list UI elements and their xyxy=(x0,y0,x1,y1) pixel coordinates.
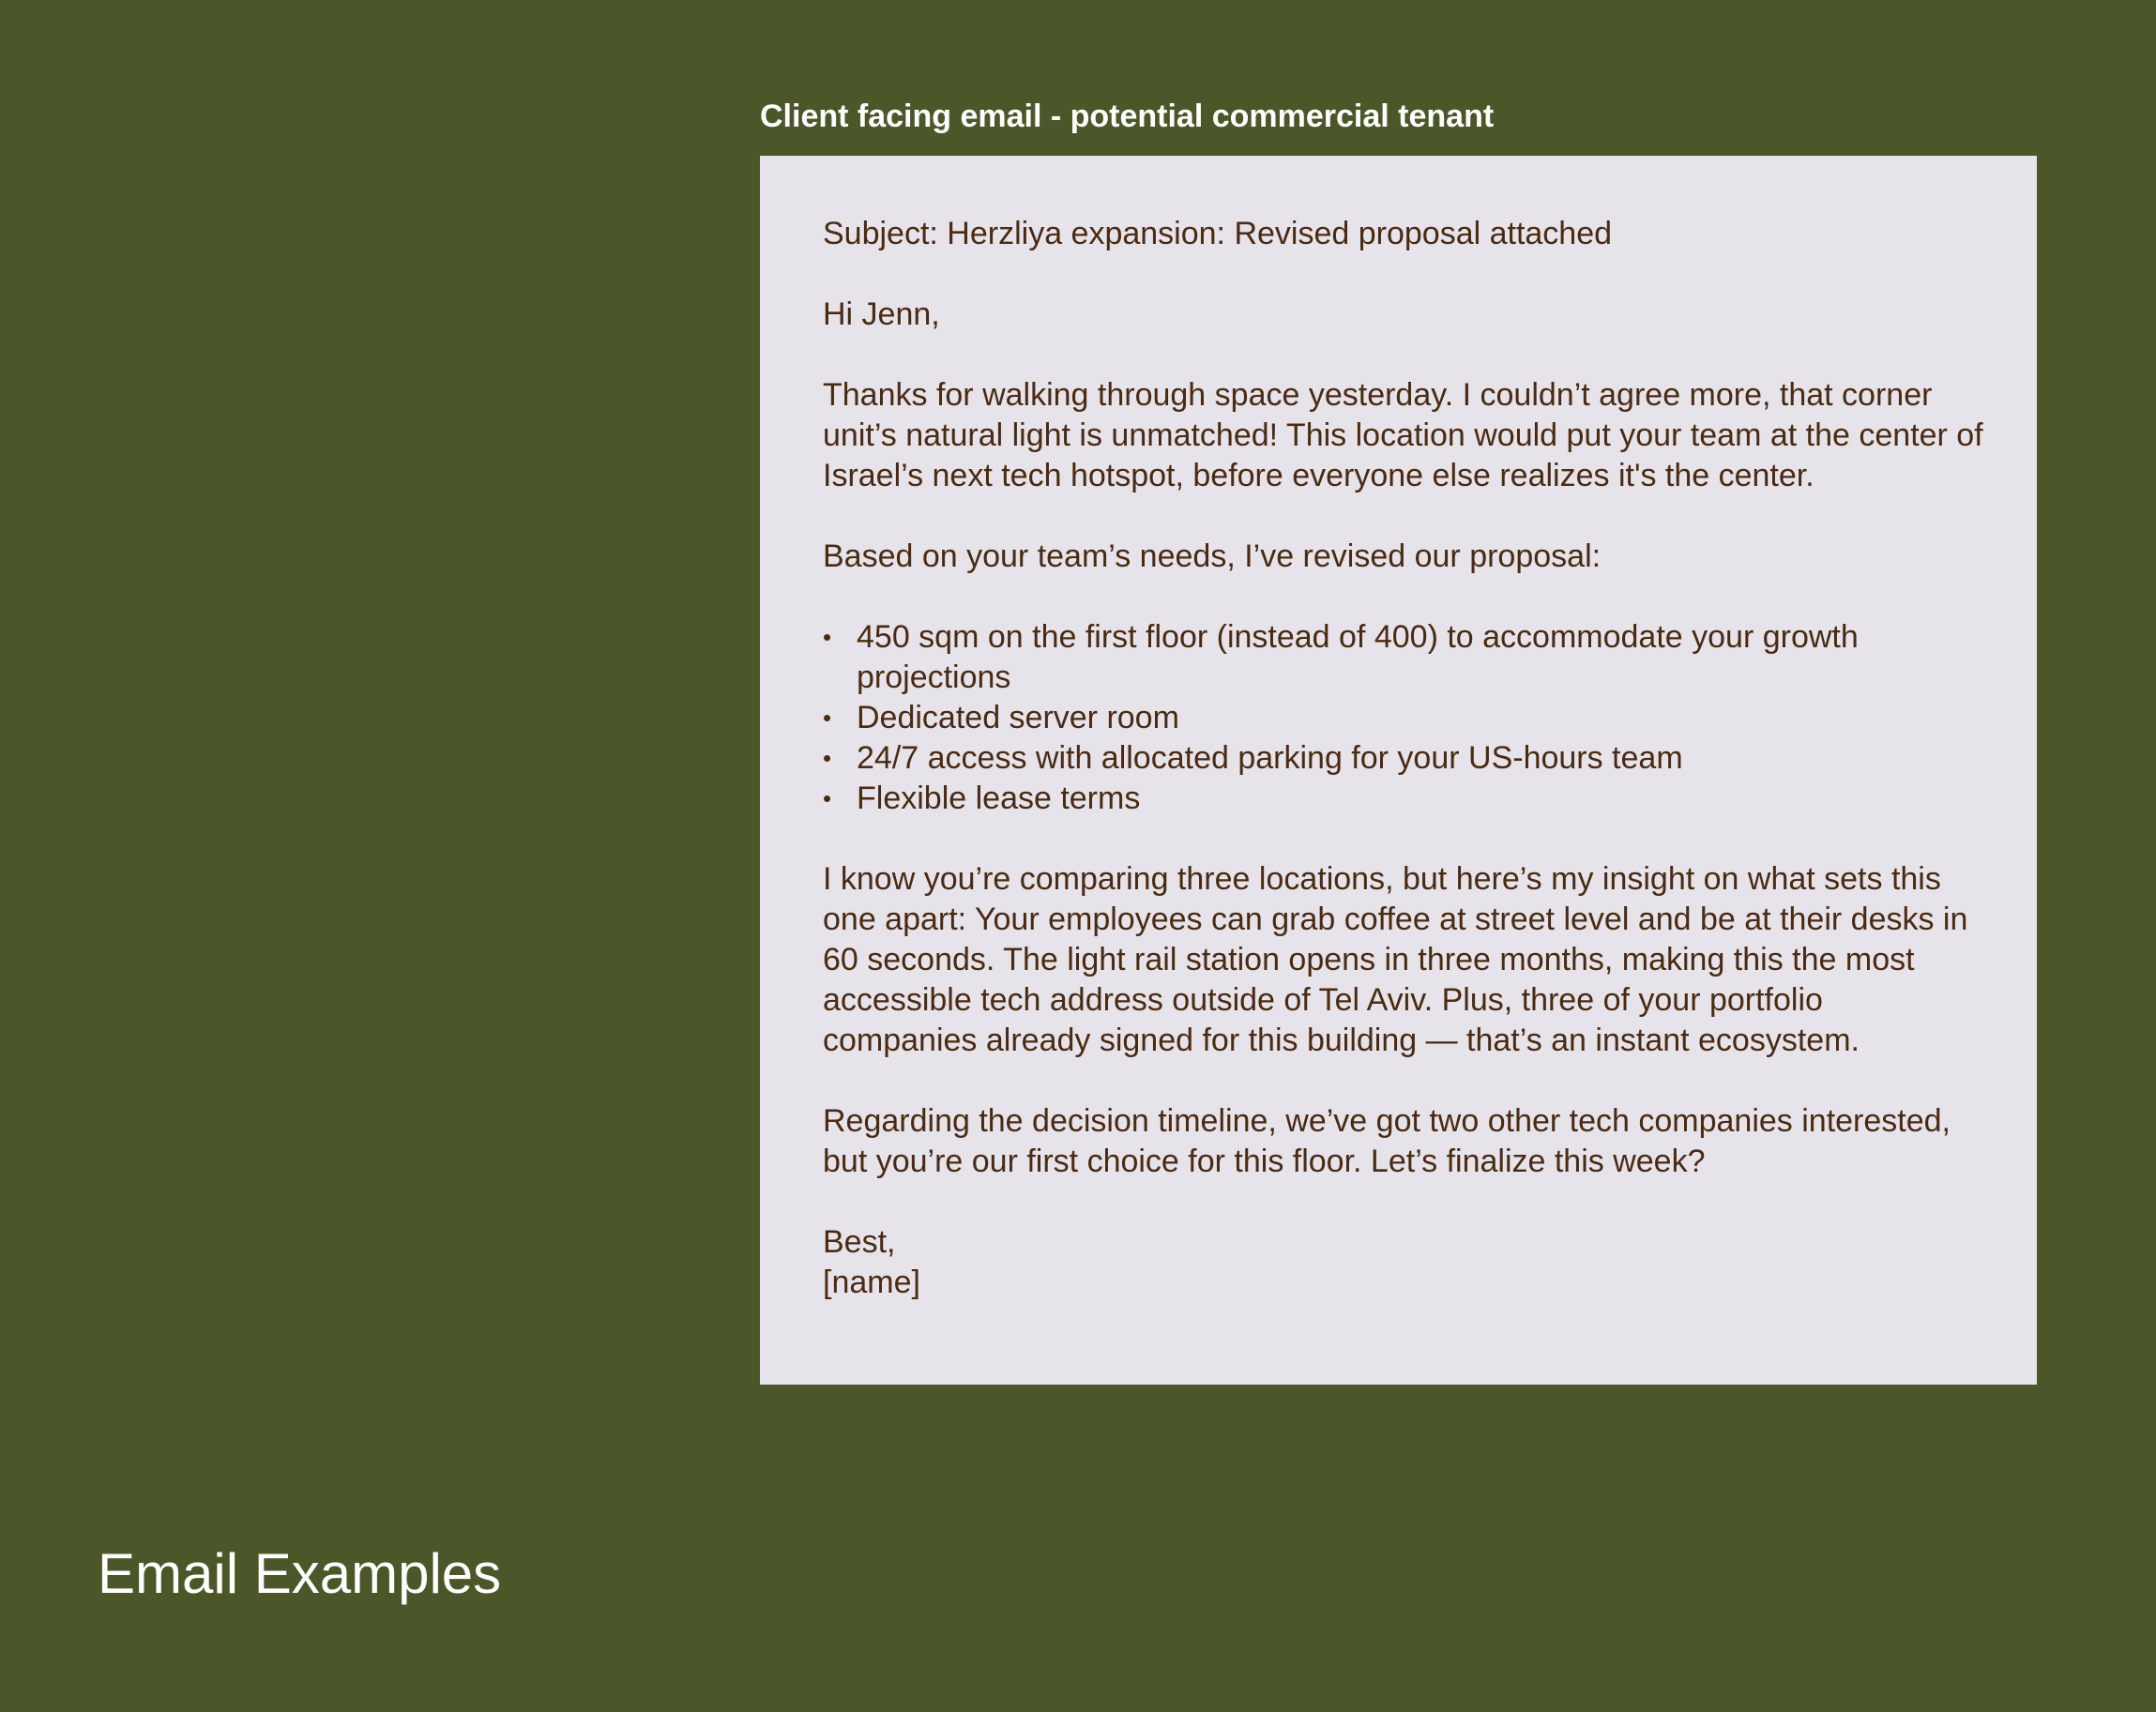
list-item xyxy=(823,738,1984,779)
list-item xyxy=(823,779,1984,819)
bullet-icon: • xyxy=(823,784,832,812)
bullet-icon: • xyxy=(823,704,832,732)
list-item-text: Dedicated server room xyxy=(857,700,1179,735)
email-paragraph-insight: I know you’re comparing three locations, but here’s my insight on what sets this one apart: Your employees can grab coffee at street level and be at their desks in 60 seconds. The light rail station opens in three months, making this the most accessible tech address outside of Tel Aviv. Plus, three of your portfolio companies already signed for this building — that’s an instant ecosystem. xyxy=(823,861,1968,1058)
email-signature: [name] xyxy=(823,1265,920,1300)
email-paragraph-intro: Thanks for walking through space yesterday. I couldn’t agree more, that corner unit’s natural light is unmatched! This location would put your team at the center of Israel’s next tech hotspot, before everyone else realizes it's the center. xyxy=(823,377,1983,493)
list-item-text: 450 sqm on the first floor (instead of 400) to accommodate your growth projections xyxy=(857,619,1859,695)
list-item-text: 24/7 access with allocated parking for your US-hours team xyxy=(857,740,1683,776)
email-subject: Subject: Herzliya expansion: Revised proposal attached xyxy=(823,216,1613,251)
email-greeting: Hi Jenn, xyxy=(823,296,940,332)
list-item-text: Flexible lease terms xyxy=(857,780,1141,816)
email-card xyxy=(760,156,2037,1385)
card-heading: Client facing email - potential commercial tenant xyxy=(760,98,1495,134)
bullet-icon: • xyxy=(823,623,832,651)
email-closing: Best, xyxy=(823,1224,896,1260)
email-paragraph-proposal: Based on your team’s needs, I’ve revised our proposal: xyxy=(823,538,1602,574)
list-item xyxy=(823,617,1984,698)
bullet-icon: • xyxy=(823,744,832,772)
list-item xyxy=(823,698,1984,738)
email-paragraph-timeline: Regarding the decision timeline, we’ve got two other tech companies interested, but you’re our first choice for this floor. Let’s finalize this week? xyxy=(823,1103,1951,1179)
proposal-bullet-list xyxy=(823,617,1984,819)
page-title: Email Examples xyxy=(98,1542,502,1605)
